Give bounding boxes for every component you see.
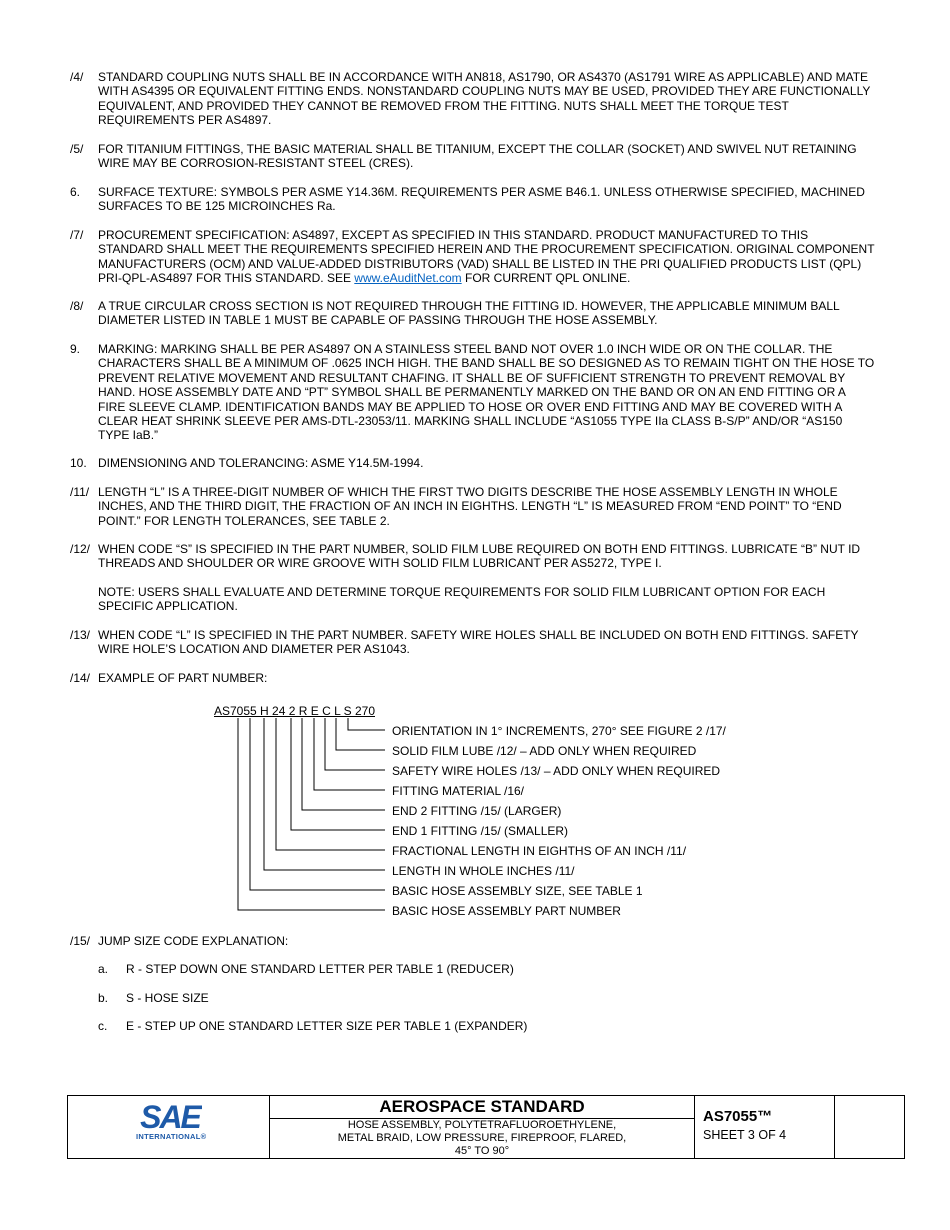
leader-line-basic-pn — [238, 718, 385, 910]
note-15 — [70, 934, 875, 948]
jump-code-letter: b. — [98, 991, 109, 1005]
document-number: AS7055™ — [703, 1108, 773, 1125]
note-text: WHEN CODE “S” IS SPECIFIED IN THE PART NUMBER, SOLID FILM LUBE REQUIRED ON BOTH END FITTINGS. LUBRICATE “B” NUT ID THREADS AND SHOULDER OR WIRE GROOVE WITH SOLID FILM LUBRICANT PER AS5272, TYPE I. — [98, 542, 861, 571]
pn-label-end1: END 1 FITTING /15/ (SMALLER) — [392, 824, 569, 838]
note-number: /5/ — [70, 142, 84, 156]
note-text: DIMENSIONING AND TOLERANCING: ASME Y14.5M-1994. — [98, 456, 424, 470]
pn-label-safety-wire: SAFETY WIRE HOLES /13/ – ADD ONLY WHEN REQUIRED — [392, 764, 721, 778]
note-text: FOR TITANIUM FITTINGS, THE BASIC MATERIAL SHALL BE TITANIUM, EXCEPT THE COLLAR (SOCKET) AND SWIVEL NUT RETAINING WIRE MAY BE CORROSION-RESISTANT STEEL (CRES). — [98, 142, 857, 171]
sheet-number: SHEET 3 OF 4 — [703, 1128, 787, 1142]
jump-code-text: R - STEP DOWN ONE STANDARD LETTER PER TABLE 1 (REDUCER) — [126, 962, 514, 976]
sae-intl-text: INTERNATIONAL® — [136, 1132, 207, 1141]
document-type-title: AEROSPACE STANDARD — [270, 1096, 694, 1119]
document-description — [270, 1119, 694, 1158]
description-line-2: METAL BRAID, LOW PRESSURE, FIREPROOF, FLARED, — [337, 1132, 627, 1144]
note-text: NOTE: USERS SHALL EVALUATE AND DETERMINE TORQUE REQUIREMENTS FOR SOLID FILM LUBRICANT OPTION FOR EACH SPECIFIC APPLICATION. — [98, 585, 826, 614]
note-text: STANDARD COUPLING NUTS SHALL BE IN ACCORDANCE WITH AN818, AS1790, OR AS4370 (AS1791 WIRE AS APPLICABLE) AND MATE WITH AS4395 OR EQUIVALENT FITTING ENDS. NONSTANDARD COUPLING NUTS MAY BE USED, PROVIDED THEY ARE FUNCTIONALLY EQUIVALENT, AND PROVIDED THEY CANNOT BE REMOVED FROM THE FITTING. NUTS SHALL MEET THE TORQUE TEST REQUIREMENTS PER AS4897. — [98, 70, 871, 128]
note-number: /8/ — [70, 299, 84, 313]
pn-label-orientation: ORIENTATION IN 1° INCREMENTS, 270° SEE FIGURE 2 /17/ — [392, 724, 726, 738]
sae-logo — [138, 1101, 202, 1131]
eauditnet-link[interactable]: www.eAuditNet.com — [354, 271, 462, 286]
note-text-after: FOR CURRENT QPL ONLINE. — [461, 271, 631, 286]
note-text: LENGTH “L” IS A THREE-DIGIT NUMBER OF WHICH THE FIRST TWO DIGITS DESCRIBE THE HOSE ASSEMBLY LENGTH IN WHOLE INCHES, AND THE THIRD DIGIT, THE FRACTION OF AN INCH IN EIGHTHS. LENGTH “L” IS MEASURED FROM “END POINT” TO “END POINT.” FOR LENGTH TOLERANCES, SEE TABLE 2. — [98, 485, 842, 528]
blank-cell — [835, 1096, 905, 1158]
note-text: WHEN CODE “L” IS SPECIFIED IN THE PART NUMBER. SAFETY WIRE HOLES SHALL BE INCLUDED ON BOTH END FITTINGS. SAFETY WIRE HOLE’S LOCATION AND DIAMETER PER AS1043. — [98, 628, 859, 657]
pn-label-basic-pn: BASIC HOSE ASSEMBLY PART NUMBER — [392, 904, 621, 918]
note-text-before: PROCUREMENT SPECIFICATION: AS4897, EXCEPT AS SPECIFIED IN THIS STANDARD. PRODUCT MANUFACTURED TO THIS STANDARD SHALL MEET THE REQUIREMENTS SPECIFIED HEREIN AND THE PROCUREMENT SPECIFICATION. ORIGINAL COMPONENT MANUFACTURERS (OCM) AND VALUE-ADDED DISTRIBUTORS (VAD) SHALL BE LISTED IN THE PRI QUALIFIED PRODUCTS LIST (QPL) PRI-QPL-AS4897 FOR THIS STANDARD. SEE — [98, 228, 875, 286]
title-cell — [270, 1096, 695, 1158]
doc-number-cell — [695, 1096, 835, 1158]
leader-line-solid-film — [336, 718, 385, 750]
pn-label-end2: END 2 FITTING /15/ (LARGER) — [392, 804, 562, 818]
note-number: /4/ — [70, 70, 84, 84]
jump-code-letter: c. — [98, 1019, 108, 1033]
pn-label-size: BASIC HOSE ASSEMBLY SIZE, SEE TABLE 1 — [392, 884, 643, 898]
note-number: /12/ — [70, 542, 91, 556]
jump-code-b — [98, 991, 209, 1005]
pn-label-whole-inches: LENGTH IN WHOLE INCHES /11/ — [392, 864, 575, 878]
jump-code-text: E - STEP UP ONE STANDARD LETTER SIZE PER TABLE 1 (EXPANDER) — [126, 1019, 528, 1033]
note-text: SURFACE TEXTURE: SYMBOLS PER ASME Y14.36M. REQUIREMENTS PER ASME B46.1. UNLESS OTHERWISE SPECIFIED, MACHINED SURFACES TO BE 125 MICROINCHES Ra. — [98, 185, 865, 214]
note-number: /14/ — [70, 671, 91, 685]
description-line-1: HOSE ASSEMBLY, POLYTETRAFLUOROETHYLENE, — [347, 1119, 617, 1131]
note-number: /7/ — [70, 228, 84, 242]
part-number-example: AS7055 H 24 2 R E C L S 270 — [214, 704, 375, 718]
leader-line-orientation — [348, 718, 385, 730]
note-number: 9. — [70, 342, 81, 356]
logo-cell — [68, 1096, 270, 1158]
note-text: A TRUE CIRCULAR CROSS SECTION IS NOT REQUIRED THROUGH THE FITTING ID. HOWEVER, THE APPLICABLE MINIMUM BALL DIAMETER LISTED IN TABLE 1 MUST BE CAPABLE OF PASSING THROUGH THE HOSE ASSEMBLY. — [98, 299, 840, 328]
note-text: EXAMPLE OF PART NUMBER: — [98, 671, 268, 685]
sae-logo-text: SAE — [140, 1101, 200, 1131]
jump-code-c — [98, 1019, 527, 1033]
pn-label-fractional: FRACTIONAL LENGTH IN EIGHTHS OF AN INCH /11/ — [392, 844, 687, 858]
leader-line-end1 — [291, 718, 385, 830]
jump-code-letter: a. — [98, 962, 109, 976]
note-number: 10. — [70, 456, 87, 470]
note-number: 6. — [70, 185, 81, 199]
note-number: /15/ — [70, 934, 91, 948]
note-number: /13/ — [70, 628, 91, 642]
title-block — [67, 1095, 905, 1159]
pn-label-solid-film: SOLID FILM LUBE /12/ – ADD ONLY WHEN REQUIRED — [392, 744, 697, 758]
leader-line-size — [250, 718, 385, 890]
description-line-3: 45° TO 90° — [454, 1145, 510, 1157]
leader-line-safety-wire — [325, 718, 385, 770]
jump-code-a — [98, 962, 514, 976]
pn-label-fitting-material: FITTING MATERIAL /16/ — [392, 784, 525, 798]
jump-code-text: S - HOSE SIZE — [126, 991, 209, 1005]
note-text: MARKING: MARKING SHALL BE PER AS4897 ON A STAINLESS STEEL BAND NOT OVER 1.0 INCH WIDE OR ON THE COLLAR. THE CHARACTERS SHALL BE A MINIMUM OF .0625 INCH HIGH. THE BAND SHALL BE SO DESIGNED AS TO REMAIN TIGHT ON THE HOSE TO PREVENT RELATIVE MOVEMENT AND RESULTANT CHAFING. IT SHALL BE OF SUFFICIENT STRENGTH TO PREVENT REMOVAL BY HAND. HOSE ASSEMBLY DATE AND “PT” SYMBOL SHALL BE PERMANENTLY MARKED ON THE BAND OR ON AN END FITTING OR A FIRE SLEEVE CLAMP. IDENTIFICATION BANDS MAY BE APPLIED TO HOSE OR OVER END FITTING AND MAY BE COVERED WITH A CLEAR HEAT SHRINK SLEEVE PER AMS-DTL-23053/11. MARKING SHALL INCLUDE “AS1055 TYPE IIa CLASS B-S/P” AND/OR “AS150 TYPE IaB.” — [98, 342, 875, 443]
note-number: /11/ — [70, 485, 90, 499]
note-text: JUMP SIZE CODE EXPLANATION: — [98, 934, 289, 948]
